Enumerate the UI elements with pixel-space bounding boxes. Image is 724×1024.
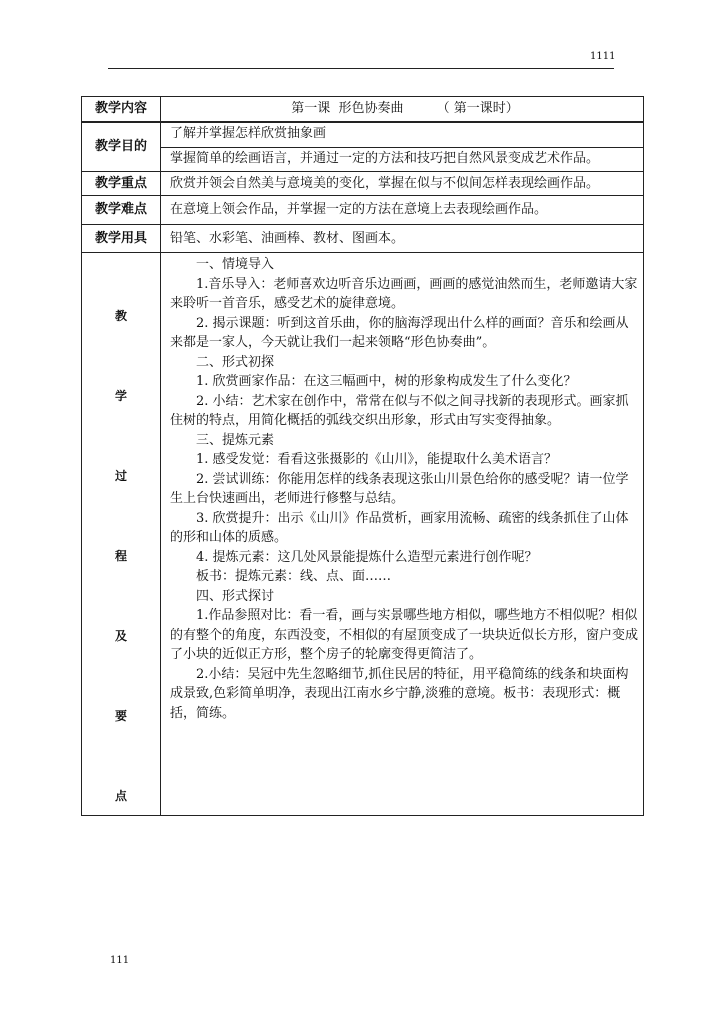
difficulties-value: 在意境上领会作品，并掌握一定的方法在意境上去表现绘画作品。 <box>161 196 644 225</box>
header-rule <box>108 68 614 69</box>
key-points-label: 教学重点 <box>82 171 161 196</box>
key-points-value: 欣赏并领会自然美与意境美的变化，掌握在似与不似间怎样表现绘画作品。 <box>161 171 644 196</box>
process-content <box>161 253 644 816</box>
process-label-char: 学 <box>114 389 127 404</box>
lesson-title: 第一课 形色协奏曲 （ 第一课时） <box>291 101 519 116</box>
key-points-row <box>82 171 644 196</box>
content-label: 教学内容 <box>82 97 161 122</box>
objective-item: 了解并掌握怎样欣赏抽象画 <box>170 125 327 141</box>
objective-item: 掌握简单的绘画语言，并通过一定的方法和技巧把自然风景变成艺术作品。 <box>161 147 643 171</box>
process-paragraph: 3. 欣赏提升：出示《山川》作品赏析，画家用流畅、疏密的线条抓住了山体的形和山体的质感。 <box>170 510 629 545</box>
process-row <box>82 253 644 816</box>
section-heading: 一、情境导入 <box>196 257 275 272</box>
objectives-value <box>161 122 644 172</box>
tools-value: 铅笔、水彩笔、油画棒、教材、图画本。 <box>161 224 644 253</box>
lesson-plan-table <box>81 96 644 816</box>
process-paragraph: 2. 揭示课题：听到这首乐曲，你的脑海浮现出什么样的画面？音乐和绘画从来都是一家人，今天就让我们一起来领略“形色协奏曲”。 <box>170 315 629 350</box>
process-label-char: 过 <box>114 469 127 484</box>
process-label-char: 程 <box>114 549 127 564</box>
process-paragraph: 1. 感受发觉：看看这张摄影的《山川》，能提取什么美术语言？ <box>196 452 558 467</box>
section-heading: 二、形式初探 <box>196 354 275 370</box>
section-heading: 四、形式探讨 <box>196 588 275 604</box>
process-paragraph: 2. 小结：艺术家在创作中，常常在似与不似之间寻找新的表现形式。画家抓住树的特点，用简化概括的弧线交织出形象，形式由写实变得抽象。 <box>170 393 629 428</box>
process-paragraph: 2. 尝试训练：你能用怎样的线条表现这张山川景色给你的感受呢？请一位学生上台快速画出，老师进行修整与总结。 <box>170 471 629 506</box>
process-paragraph: 4. 提炼元素：这几处风景能提炼什么造型元素进行创作呢？ <box>196 549 538 565</box>
process-label-char: 及 <box>114 629 127 644</box>
process-paragraph: 1.音乐导入：老师喜欢边听音乐边画画，画画的感觉油然而生，老师邀请大家来聆听一首音乐，感受艺术的旋律意境。 <box>170 276 638 311</box>
process-paragraph: 1. 欣赏画家作品：在这三幅画中，树的形象构成发生了什么变化？ <box>196 374 577 389</box>
objectives-row <box>82 122 644 172</box>
difficulties-label: 教学难点 <box>82 196 161 225</box>
process-paragraph: 2.小结：吴冠中先生忽略细节,抓住民居的特征，用平稳简练的线条和块面构成景致,色彩简单明净，表现出江南水乡宁静,淡雅的意境。板书：表现形式：概括，简练。 <box>170 666 629 721</box>
tools-row <box>82 224 644 253</box>
process-label-char: 要 <box>114 709 127 724</box>
process-label-chars <box>84 255 158 813</box>
content-value <box>161 97 644 122</box>
tools-label: 教学用具 <box>82 224 161 253</box>
section-heading: 三、提炼元素 <box>196 432 275 448</box>
objectives-label: 教学目的 <box>82 122 161 172</box>
process-label <box>82 253 161 816</box>
process-label-char: 点 <box>114 789 127 804</box>
footer-page-number: 111 <box>110 955 130 966</box>
header-page-number: 1111 <box>590 51 616 62</box>
process-paragraph: 板书：提炼元素：线、点、面…… <box>196 569 392 584</box>
process-label-char: 教 <box>114 309 127 323</box>
difficulties-row <box>82 196 644 225</box>
content-row <box>82 97 644 122</box>
process-paragraph: 1.作品参照对比：看一看，画与实景哪些地方相似，哪些地方不相似呢？相似的有整个的角度，东西没变，不相似的有屋顶变成了一块块近似长方形，窗户变成了小块的近似正方形，整个房子的轮廓变得更简洁了。 <box>170 608 639 662</box>
